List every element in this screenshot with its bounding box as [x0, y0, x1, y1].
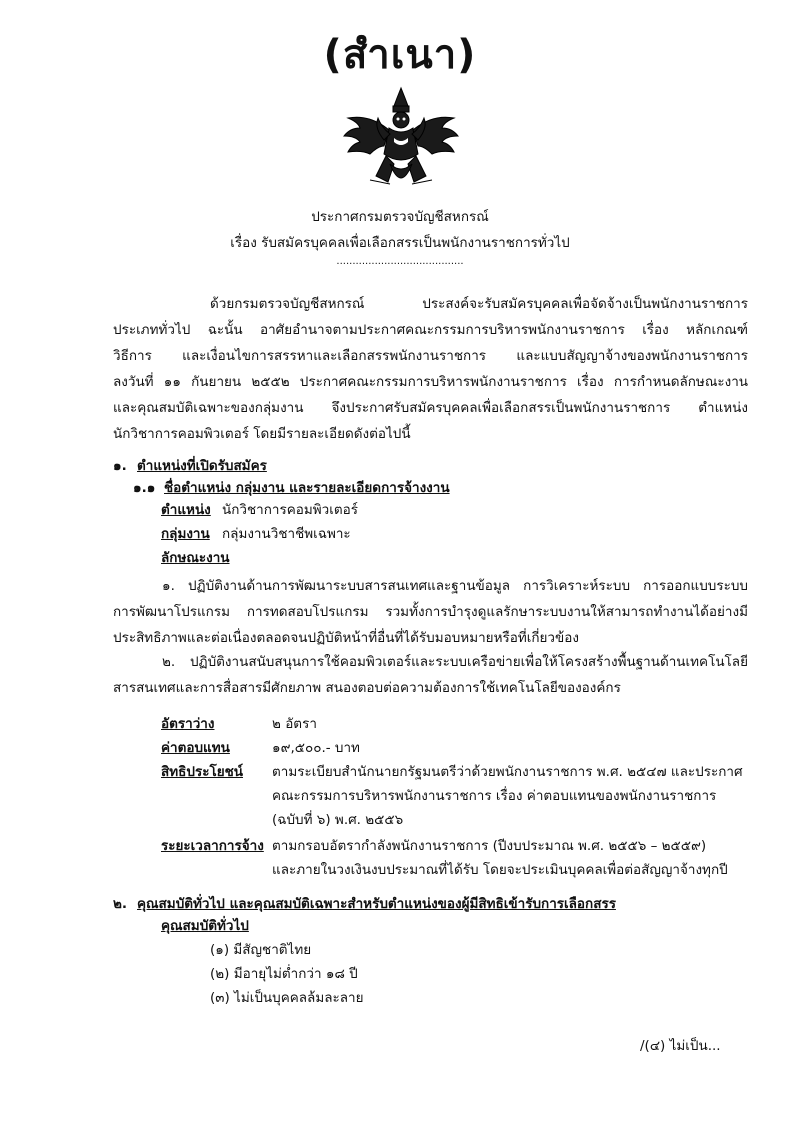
qualification-item: (๑) มีสัญชาติไทย — [210, 942, 312, 958]
general-qualifications-label: คุณสมบัติทั่วไป — [161, 918, 249, 934]
garuda-emblem-icon — [340, 84, 462, 194]
vacancy-label: อัตราว่าง — [161, 716, 215, 732]
copy-mark: (สำเนา) — [323, 32, 477, 78]
intro-line: วิธีการ และเงื่อนไขการสรรหาและเลือกสรรพนักงานราชการ และแบบสัญญาจ้างของพนักงานราชการ — [113, 348, 748, 364]
section2-number: ๒. — [113, 896, 128, 912]
subsection1-number: ๑.๑ — [133, 480, 156, 496]
qualification-item: (๓) ไม่เป็นบุคคลล้มละลาย — [210, 990, 364, 1006]
position-value: นักวิชาการคอมพิวเตอร์ — [222, 502, 358, 518]
intro-line: นักวิชาการคอมพิวเตอร์ โดยมีรายละเอียดดังต่อไปนี้ — [113, 426, 411, 442]
intro-line: ลงวันที่ ๑๑ กันยายน ๒๕๕๒ ประกาศคณะกรรมการบริหารพนักงานราชการ เรื่อง การกำหนดลักษณะงาน — [113, 374, 748, 390]
title-dotted-line: ........................................ — [336, 256, 464, 267]
group-value: กลุ่มงานวิชาชีพเฉพาะ — [222, 526, 351, 542]
intro-line: และคุณสมบัติเฉพาะของกลุ่มงาน จึงประกาศรับสมัครบุคคลเพื่อเลือกสรรเป็นพนักงานราชการ ตำแหน่ง — [113, 400, 748, 416]
subsection1-title: ชื่อตำแหน่ง กลุ่มงาน และรายละเอียดการจ้างงาน — [164, 480, 450, 496]
period-line: ตามกรอบอัตรากำลังพนักงานราชการ (ปีงบประมาณ พ.ศ. ๒๕๕๖ – ๒๕๕๙) — [272, 838, 707, 854]
duty1-line: ประสิทธิภาพและต่อเนื่องตลอดจนปฏิบัติหน้าที่อื่นที่ได้รับมอบหมายหรือที่เกี่ยวข้อง — [113, 630, 579, 646]
pay-value: ๑๙,๕๐๐.- บาท — [272, 740, 360, 756]
position-label: ตำแหน่ง — [161, 502, 211, 518]
group-label: กลุ่มงาน — [161, 526, 210, 542]
section1-title: ตำแหน่งที่เปิดรับสมัคร — [137, 458, 267, 474]
benefit-line: คณะกรรมการบริหารพนักงานราชการ เรื่อง ค่าตอบแทนของพนักงานราชการ — [272, 788, 717, 804]
duty1-line: การพัฒนาโปรแกรม การทดสอบโปรแกรม รวมทั้งการบำรุงดูแลรักษาระบบงานให้สามารถทำงานได้อย่างมี — [113, 604, 748, 620]
duty2-line: สารสนเทศและการสื่อสารมีศักยภาพ สนองตอบต่อความต้องการใช้เทคโนโลยีขององค์กร — [113, 680, 621, 696]
period-label: ระยะเวลาการจ้าง — [161, 838, 264, 854]
qualification-item: (๒) มีอายุไม่ต่ำกว่า ๑๘ ปี — [210, 966, 358, 982]
section1-number: ๑. — [113, 458, 127, 474]
duty2-line: ๒. ปฏิบัติงานสนับสนุนการใช้คอมพิวเตอร์และระบบเครือข่ายเพื่อให้โครงสร้างพื้นฐานด้านเทคโนโลยี — [162, 654, 748, 670]
pay-label: ค่าตอบแทน — [161, 740, 230, 756]
intro-line: ประเภททั่วไป ฉะนั้น อาศัยอำนาจตามประกาศคณะกรรมการบริหารพนักงานราชการ เรื่อง หลักเกณฑ์ — [113, 322, 748, 338]
continued-note: /(๔) ไม่เป็น... — [640, 1038, 721, 1054]
intro-line: ด้วยกรมตรวจบัญชีสหกรณ์ ประสงค์จะรับสมัครบุคคลเพื่อจัดจ้างเป็นพนักงานราชการ — [210, 296, 748, 312]
vacancy-value: ๒ อัตรา — [272, 716, 317, 732]
duties-label: ลักษณะงาน — [161, 550, 230, 566]
benefit-line: (ฉบับที่ ๖) พ.ศ. ๒๕๕๖ — [272, 812, 404, 828]
announcement-title: ประกาศกรมตรวจบัญชีสหกรณ์ — [311, 209, 489, 225]
section2-title: คุณสมบัติทั่วไป และคุณสมบัติเฉพาะสำหรับตำแหน่งของผู้มีสิทธิเข้ารับการเลือกสรร — [137, 896, 616, 912]
benefit-label: สิทธิประโยชน์ — [161, 764, 244, 780]
announcement-subject: เรื่อง รับสมัครบุคคลเพื่อเลือกสรรเป็นพนักงานราชการทั่วไป — [230, 235, 570, 251]
period-line: และภายในวงเงินงบประมาณที่ได้รับ โดยจะประเมินบุคคลเพื่อต่อสัญญาจ้างทุกปี — [272, 862, 728, 878]
benefit-line: ตามระเบียบสำนักนายกรัฐมนตรีว่าด้วยพนักงานราชการ พ.ศ. ๒๕๔๗ และประกาศ — [272, 764, 743, 780]
duty1-line: ๑. ปฏิบัติงานด้านการพัฒนาระบบสารสนเทศและฐานข้อมูล การวิเคราะห์ระบบ การออกแบบระบบ — [162, 578, 748, 594]
